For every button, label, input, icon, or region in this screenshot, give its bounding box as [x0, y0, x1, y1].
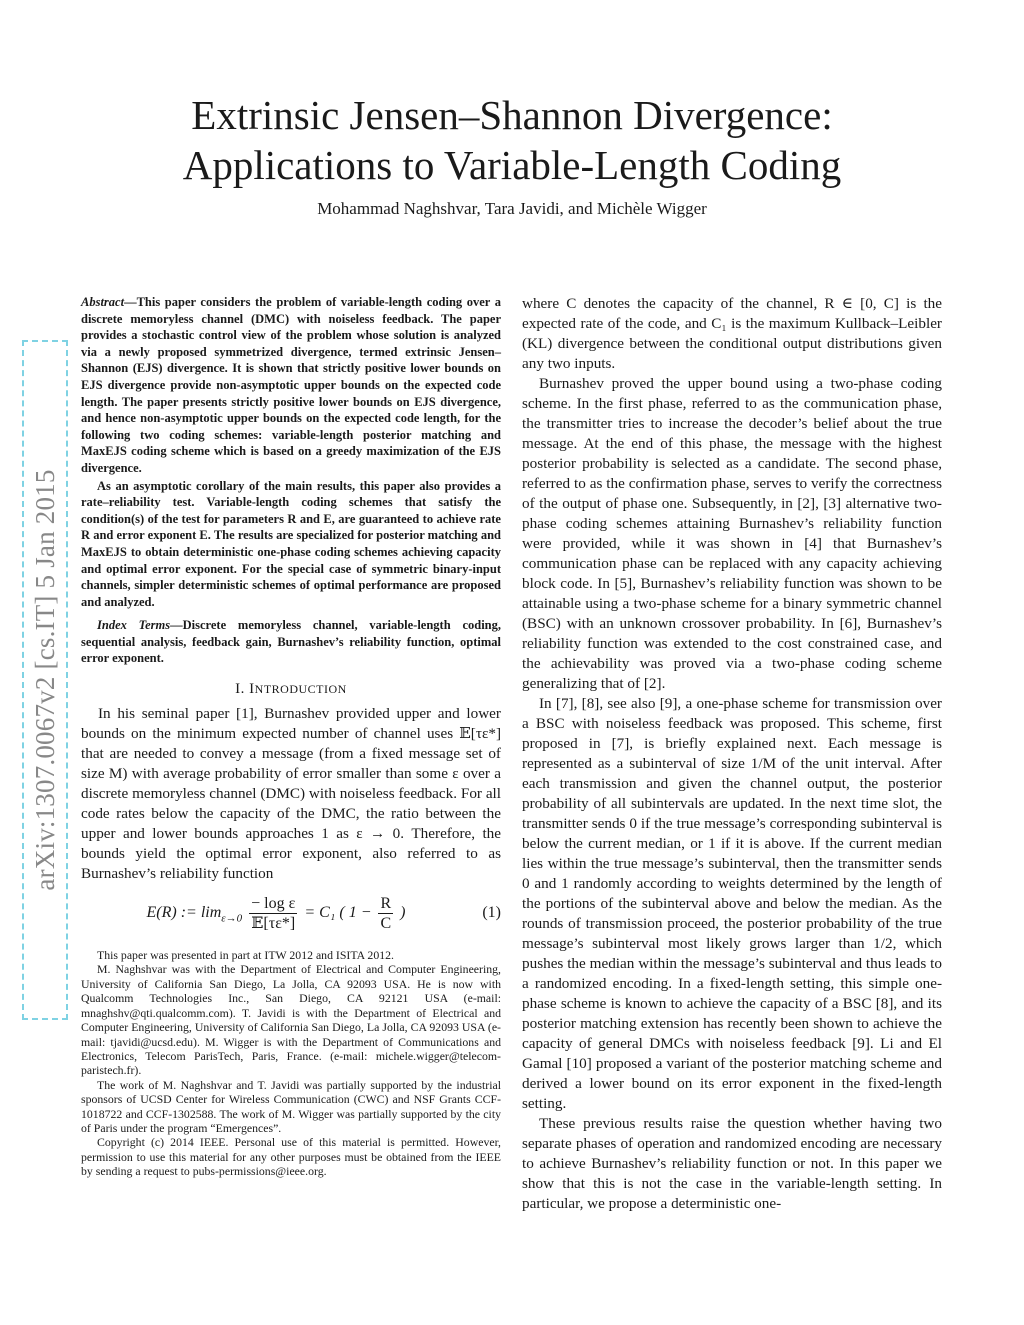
paper-title: [100, 90, 924, 190]
author-list: Mohammad Naghshvar, Tara Javidi, and Michèle Wigger: [317, 199, 707, 218]
equation-1: [81, 884, 501, 942]
footnote-funding: The work of M. Naghshvar and T. Javidi was partially supported by the industrial sponsors of UCSD Center for Wireless Communication (CWC) and NSF Grants CCF-1018722 and CCF-1302588. The work of M. Wigger was partially supported by the city of Paris under the program “Emergences”.: [81, 1077, 501, 1135]
footnote-affiliations: M. Naghshvar was with the Department of Electrical and Computer Engineering, University of California San Diego, La Jolla, CA 92093 USA. He is now with Qualcomm Technologies Inc., San Diego, CA 92121 USA (e-mail: mnaghshv@qti.qualcomm.com). T. Javidi is with the Department of Electrical and Computer Engineering, University of California San Diego, La Jolla, CA 92093 USA (e-mail: tjavidi@ucsd.edu). M. Wigger is with the Department of Communications and Electronics, Telecom ParisTech, Paris, France. (e-mail: michele.wigger@telecom-paristech.fr).: [81, 962, 501, 1078]
abstract-paragraph-2: As an asymptotic corollary of the main results, this paper also provides a rate–reliability test. Variable-length coding schemes that satisfy the condition(s) of the test for parameters R and E, are guaranteed to achieve rate R and error exponent E. The results are specialized for posterior matching and MaxEJS to obtain deterministic one-phase coding schemes achieving capacity and optimal error exponent. For the special case of symmetric binary-input channels, simpler deterministic schemes of optimal performance are proposed and analyzed.: [81, 478, 501, 609]
index-terms-lead: Index Terms: [97, 618, 171, 633]
arxiv-identifier-stamp: arXiv:1307.0067v2 [cs.IT] 5 Jan 2015: [22, 340, 68, 1020]
equation-number: (1): [482, 904, 501, 922]
eq-limit-subscript: ε→0: [221, 911, 243, 924]
eq-frac1-numerator: − log ε: [251, 894, 296, 912]
section-heading-introduction: [81, 681, 501, 698]
eq-frac1-denominator: 𝔼[τε*]: [251, 914, 296, 932]
section-title-smallcaps: NTRODUCTION: [254, 682, 347, 697]
right-paragraph-1: where C denotes the capacity of the channel, R ∈ [0, C] is the expected rate of the code, and C₁ is the maximum Kullback–Leibler (KL) divergence between the conditional output distributions given any two inputs.: [522, 295, 942, 372]
eq-middle: = C₁ ( 1 −: [304, 903, 372, 921]
section-numeral: I. I: [235, 681, 255, 698]
abstract-text-1: —This paper considers the problem of variable-length coding over a discrete memoryless channel (DMC) with noiseless feedback. The paper provides a stochastic control view of the problem whose solution is analyzed via a newly proposed symmetrized divergence, termed extrinsic Jensen–Shannon (EJS) divergence. It is shown that strictly positive lower bounds on EJS divergence provide non-asymptotic upper bounds on the expected code length. The paper presents strictly positive lower bounds on EJS divergence, and hence non-asymptotic upper bounds on the expected code length, for the following two coding schemes: variable-length posterior matching and MaxEJS coding scheme which is based on a greedy maximization of the EJS divergence.: [81, 295, 501, 475]
index-terms: [81, 617, 501, 667]
abstract-paragraph-1: [81, 294, 501, 477]
right-column: [522, 294, 942, 1214]
eq-close-paren: ): [400, 903, 406, 921]
footnote-presented: This paper was presented in part at ITW 2012 and ISITA 2012.: [97, 948, 394, 963]
eq-fraction-2: [378, 894, 393, 933]
footnotes: [81, 948, 501, 1179]
right-paragraph-2: Burnashev proved the upper bound using a two-phase coding scheme. In the first phase, referred to as the communication phase, the transmitter tries to increase the decoder’s belief about the true message. At the end of this phase, the message with the highest posterior probability is selected as a candidate. The second phase, referred to as the confirmation phase, serves to verify the correctness of the output of phase one. Subsequently, in [2], [3] alternative two-phase coding schemes attaining Burnashev’s reliability function were provided, while it was shown in [4] that Burnashev’s communication phase can be replaced with any capacity achieving block code. In [5], Burnashev’s reliability function was shown to be attainable using a two-phase scheme for a binary symmetric channel (BSC) with an unknown crossover probability. In [6], Burnashev’s reliability function was extended to the cost constrained case, and the achievability was proved via a two-phase coding scheme generalizing that of [2].: [522, 375, 942, 692]
index-terms-text: —Discrete memoryless channel, variable-length coding, sequential analysis, feedback gain, Burnashev’s reliability function, optimal error exponent.: [81, 618, 501, 666]
right-paragraph-3: In [7], [8], see also [9], a one-phase scheme for transmission over a BSC with noiseless feedback was proposed. This scheme, first proposed in [7], is briefly explained next. Each message is represented as a subinterval of size 1/M of the unit interval. After each transmission and given the channel output, the posterior probability of all subintervals are updated. In the next time slot, the transmitter sends 0 if the true message’s corresponding subinterval is below the current median, or 1 if it is above. If the current median lies within the true message’s subinterval, then the transmitter sends 0 and 1 randomly according to weights determined by the length of the portions of the subinterval above and below the median. As the rounds of transmission proceed, the posterior probability of the true message’s subinterval most likely grows larger than 1/2, which pushes the median within the message’s subinterval and thus leads to a randomized encoding. In a fixed-length setting, this simple one-phase scheme is known to achieve the capacity of a BSC [8], and its posterior matching extension has recently been shown to achieve the capacity of general DMCs with noiseless feedback [9]. Li and El Gamal [10] proposed a variant of the posterior matching scheme and derived a lower bound on its error exponent in the fixed-length setting.: [522, 695, 942, 1112]
intro-paragraph-1: In his seminal paper [1], Burnashev provided upper and lower bounds on the minimum expected number of channel uses 𝔼[τε*] that are needed to convey a message (from a fixed message set of size M) with average probability of error smaller than some ε over a discrete memoryless channel (DMC) with noiseless feedback. For all code rates below the capacity of the DMC, the ratio between the upper and lower bounds approaches 1 as ε → 0. Therefore, the bounds yield the optimal error exponent, also referred to as Burnashev’s reliability function: [81, 705, 501, 883]
footnote-copyright: Copyright (c) 2014 IEEE. Personal use of this material is permitted. However, permission to use this material for any other purposes must be obtained from the IEEE by sending a request to pubs-permissions@ieee.org.: [81, 1135, 501, 1179]
equation-formula: [81, 894, 471, 933]
eq-lhs: E(R) := lim: [146, 903, 222, 921]
eq-frac2-numerator: R: [380, 894, 392, 912]
eq-fraction-1: [249, 894, 297, 933]
eq-frac2-denominator: C: [380, 914, 392, 932]
title-line-1: Extrinsic Jensen–Shannon Divergence:: [191, 92, 833, 138]
left-column: [81, 294, 501, 1179]
title-line-2: Applications to Variable-Length Coding: [182, 142, 842, 188]
abstract-lead: Abstract: [81, 295, 125, 309]
right-paragraph-4: These previous results raise the question whether having two separate phases of operation and randomized encoding are necessary to achieve Burnashev’s reliability function or not. In this paper we show that this is not the case in the variable-length setting. In particular, we propose a deterministic one-: [522, 1115, 942, 1212]
